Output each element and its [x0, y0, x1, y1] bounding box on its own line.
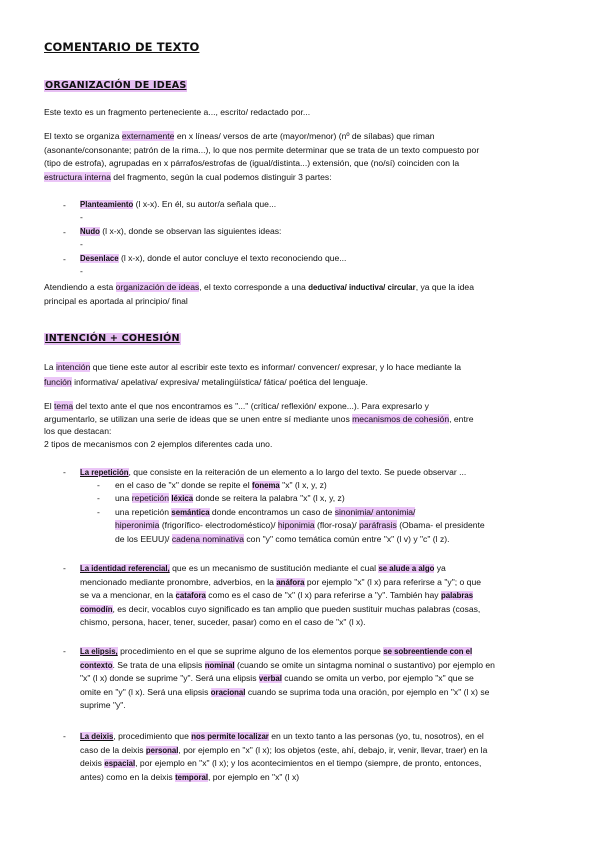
mechanism-deixis: La deixis, procedimiento que nos permite localizar en un texto tanto a las personas (yo, tu, nosotros), en el caso de la deixis personal, por ejemplo en "x" (l x); los objetos (este, ahí, debajo, ir, venir, llevar, traer) en la deixis espacial, por ejemplo en "x" (l x); y los acontecimientos en el tiempo (siempre, de pronto, entonces, antes) como en la deixis temporal, por ejemplo en "x" (l x)	[80, 731, 488, 782]
intention-paragraph: La intención que tiene este autor al escribir este texto es informar/ convencer/ expresar, y lo hace mediante la función informativa/ apelativa/ expresiva/ metalingüística/ fática/ poética del lenguaje.	[44, 362, 462, 387]
list-item: Desenlace (l x-x), donde el autor concluye el texto reconociendo que...	[80, 253, 347, 263]
mechanism-elipsis: La elipsis, procedimiento en el que se suprime alguno de los elementos porque se sobreentiende con el contexto. Se trata de una elipsis nominal (cuando se omite un sintagma nominal o sustantivo) por ejemplo en "x" (l x) donde se suprime "y". Será una elipsis verbal cuando se omita un verbo, por ejemplo "x" que se omite en "y" (l x). Será una elipsis oracional cuando se suprima toda una oración, por ejemplo en "x" (l x) se suprime "y".	[80, 646, 495, 711]
list-sub-dash: -	[80, 239, 83, 249]
list-sub-dash: -	[80, 212, 83, 222]
list-bullet: -	[63, 467, 66, 477]
list-sub-dash: -	[80, 266, 83, 276]
organization-conclusion: Atendiendo a esta organización de ideas, el texto corresponde a una deductiva/ inductiva/ circular, ya que la idea principal es aportada al principio/ final	[44, 282, 474, 306]
list-item: Planteamiento (l x-x). En él, su autor/a señala que...	[80, 199, 277, 209]
list-bullet: -	[63, 731, 66, 741]
list-sub-bullet: -	[97, 493, 100, 503]
section-heading-intencion: INTENCIÓN + COHESIÓN	[45, 333, 180, 344]
list-bullet: -	[63, 254, 66, 264]
list-bullet: -	[63, 200, 66, 210]
structure-paragraph: El texto se organiza externamente en x líneas/ versos de arte (mayor/menor) (nº de sílabas) que riman (asonante/consonante; patrón de la rima...), lo que nos permite determinar que se trata de un texto compuesto por (tipo de estrofa), agrupadas en x párrafos/estrofas de (igual/distinta...) extensión, que (no/sí) coinciden con la estructura interna del fragmento, según la cual podemos distinguir 3 partes:	[44, 131, 480, 182]
list-item: en el caso de "x" donde se repite el fonema "x" (l x, y, z)	[115, 480, 327, 490]
mechanism-repeticion: La repetición, que consiste en la reiteración de un elemento a lo largo del texto. Se puede observar ...	[80, 467, 467, 477]
list-item: Nudo (l x-x), donde se observan las siguientes ideas:	[80, 226, 282, 236]
list-bullet: -	[63, 563, 66, 573]
theme-paragraph: El tema del texto ante el que nos encontramos es "..." (crítica/ reflexión/ expone...). Para expresarlo y argumentarlo, se utilizan una serie de ideas que se unen entre sí mediante unos mecanismos de cohesión, entre los que destacan: 2 tipos de mecanismos con 2 ejemplos diferentes cada uno.	[44, 401, 474, 449]
list-item: una repetición léxica donde se reitera la palabra "x" (l x, y, z)	[115, 493, 345, 503]
intro-paragraph: Este texto es un fragmento perteneciente a..., escrito/ redactado por...	[44, 107, 311, 117]
mechanism-identidad-referencial: La identidad referencial, que es un mecanismo de sustitución mediante el cual se alude a algo ya mencionado mediante pronombre, adverbios, en la anáfora por ejemplo "x" (l x) para referirse a "y"; o que se va a mencionar, en la catafora como es el caso de "x" (l x) para referirse a "y". También hay palabras comodín, es decir, vocablos cuyo significado es tan amplio que pueden sustituir muchas palabras (cosas, chismo, persona, hacer, tener, suceder, pasar) como en el caso de "x" (l x).	[80, 563, 482, 628]
section-heading-organizacion: ORGANIZACIÓN DE IDEAS	[45, 80, 187, 91]
list-bullet: -	[63, 646, 66, 656]
list-sub-bullet: -	[97, 480, 100, 490]
page-title: COMENTARIO DE TEXTO	[44, 40, 200, 54]
list-sub-bullet: -	[97, 507, 100, 517]
list-bullet: -	[63, 227, 66, 237]
list-item: una repetición semántica donde encontramos un caso de sinonimia/ antonimia/ hiperonimia (frigorífico- electrodoméstico)/ hiponimia (flor-rosa)/ paráfrasis (Obama- el presidente de los EEUU)/ cadena nominativa con "y" como temática común entre "x" (l v) y "c" (l z).	[115, 507, 485, 544]
